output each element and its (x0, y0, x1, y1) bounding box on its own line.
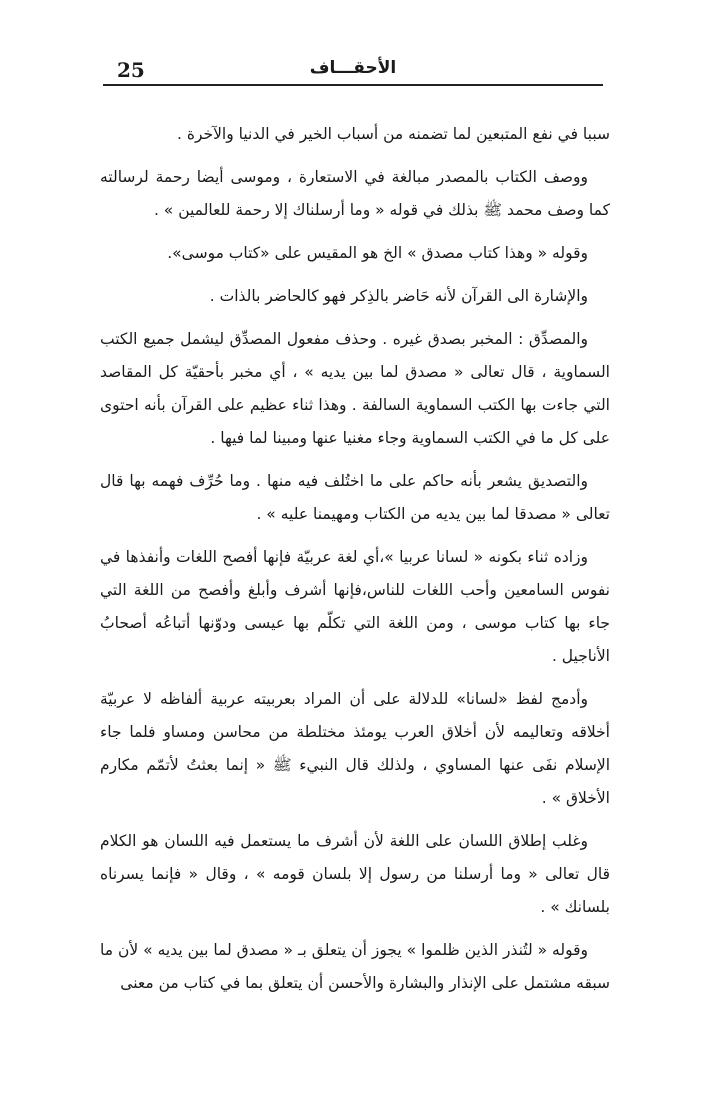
chapter-title: الأحقـــاف (309, 58, 397, 78)
paragraph: وغلب إطلاق اللسان على اللغة لأن أشرف ما يستعمل فيه اللسان هو الكلام قال تعالى « وما أرسلنا من رسول إلا بلسان قومه » ، وقال « فإنما يسرناه بلسانك » . (100, 832, 610, 916)
paragraph: والتصديق يشعر بأنه حاكم على ما اختُلف فيه منها . وما حُرِّف فهمه بها قال تعالى « مصدقا لما بين يديه من الكتاب ومهيمنا عليه » . (100, 472, 610, 523)
paragraph: وأدمج لفظ «لسانا» للدلالة على أن المراد بعربيته عربية ألفاظه لا عربيّة أخلاقه وتعاليمه لأن أخلاق العرب يومئذ مختلطة من محاسن ومساو فلما جاء الإسلام نفَى عنها المساوي ، ولذلك قال النبيء ﷺ « إنما بعثتُ لأتمّم مكارم الأخلاق » . (100, 690, 610, 807)
paragraph: وقوله « وهذا كتاب مصدق » الخ هو المقيس على «كتاب موسى». (167, 244, 588, 262)
running-header (103, 52, 603, 86)
page-number: 25 (117, 58, 145, 82)
paragraph: سببا في نفع المتبعين لما تضمنه من أسباب الخير في الدنيا والآخرة . (176, 125, 610, 143)
paragraph: ووصف الكتاب بالمصدر مبالغة في الاستعارة ، وموسى أيضا رحمة لرسالته كما وصف محمد ﷺ بذلك في قوله « وما أرسلناك إلا رحمة للعالمين » . (100, 168, 610, 219)
header-rule (103, 84, 603, 86)
paragraph: وقوله « لتُنذر الذين ظلموا » يجوز أن يتعلق بـ « مصدق لما بين يديه » لأن ما سبقه مشتمل على الإنذار والبشارة والأحسن أن يتعلق بما في كتاب من معنى (100, 941, 610, 992)
paragraph: وزاده ثناء بكونه « لسانا عربيا »،أي لغة عربيّة فإنها أفصح اللغات وأنفذها في نفوس السامعين وأحب اللغات للناس،فإنها أشرف وأبلغ وأفصح من اللغة التي جاء بها كتاب موسى ، ومن اللغة التي تكلّم بها عيسى ودوّنها أتباعُه أصحابُ الأناجيل . (100, 548, 610, 665)
paragraph: والمصدِّق : المخبر بصدق غيره . وحذف مفعول المصدِّق ليشمل جميع الكتب السماوية ، قال تعالى « مصدق لما بين يديه » ، أي مخبر بأحقيّة كل المقاصد التي جاءت بها الكتب السماوية السالفة . وهذا ثناء عظيم على القرآن بأنه احتوى على كل ما في الكتب السماوية وجاء مغنيا عنها ومبينا لما فيها . (100, 330, 610, 447)
page-body (100, 118, 610, 1010)
paragraph: والإشارة الى القرآن لأنه حَاضر بالذِكر فهو كالحاضر بالذات . (209, 287, 588, 305)
